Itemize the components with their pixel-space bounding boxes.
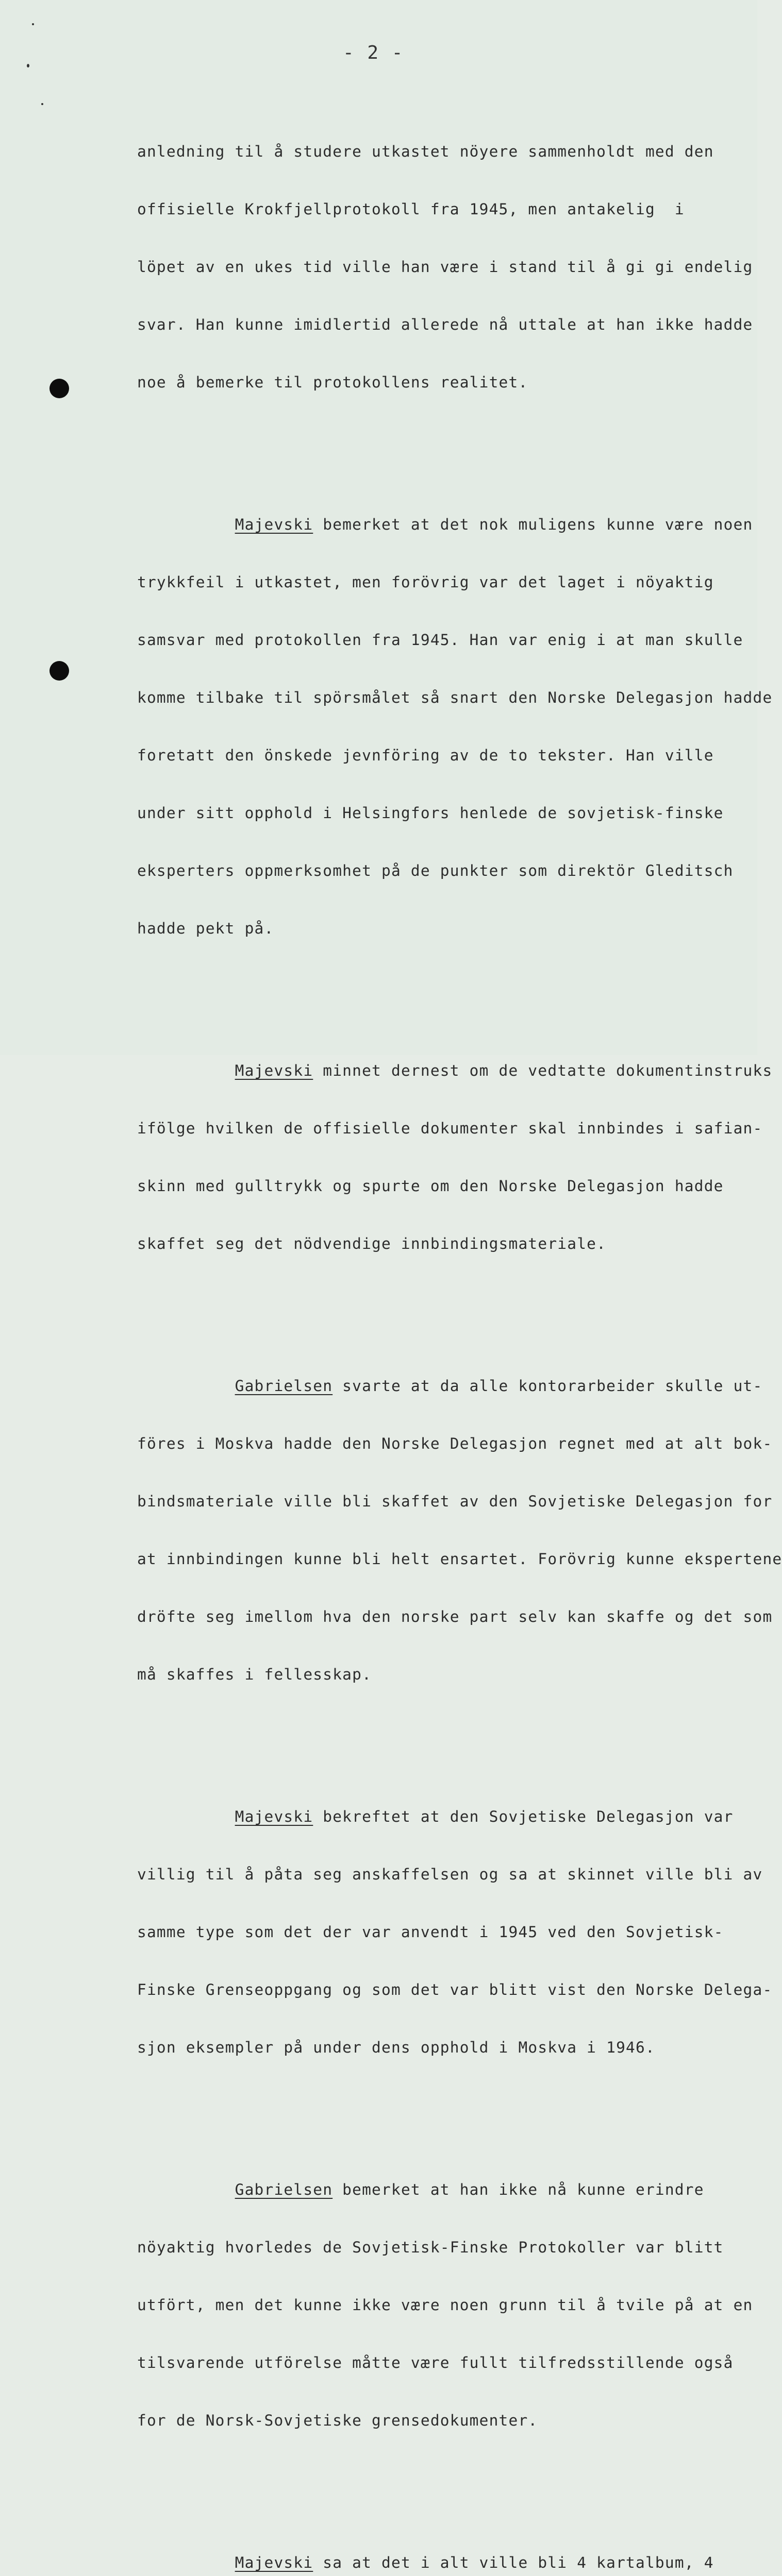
text-line: dröfte seg imellom hva den norske part selv kan skaffe og det som — [137, 1608, 773, 1625]
text-line: anledning til å studere utkastet nöyere sammenholdt med den — [137, 143, 714, 160]
text-line: sjon eksempler på under dens opphold i Moskva i 1946. — [137, 2039, 655, 2056]
text-line: utfört, men det kunne ikke være noen grunn til å tvile på at en — [137, 2296, 753, 2314]
text-line: villig til å påta seg anskaffelsen og sa at skinnet ville bli av — [137, 1866, 763, 1883]
text-line: at innbindingen kunne bli helt ensartet. Forövrig kunne ekspertene — [137, 1550, 782, 1568]
speaker-name: Majevski — [235, 2554, 313, 2571]
text-line: nöyaktig hvorledes de Sovjetisk-Finske Protokoller var blitt — [137, 2239, 724, 2256]
text-line: Finske Grenseoppgang og som det var blitt vist den Norske Delega- — [137, 1981, 773, 1998]
text-line: må skaffes i fellesskap. — [137, 1666, 372, 1683]
text-line: noe å bemerke til protokollens realitet. — [137, 374, 528, 391]
paragraph-first-line — [137, 2178, 720, 2201]
paragraph-first-line — [137, 513, 753, 536]
text-line: föres i Moskva hadde den Norske Delegasjon regnet med at alt bok- — [137, 1435, 773, 1452]
text-line: bemerket at det nok muligens kunne være noen — [313, 516, 753, 533]
text-line: samsvar med protokollen fra 1945. Han var enig i at man skulle — [137, 631, 743, 649]
text-line: minnet dernest om de vedtatte dokumentinstruks — [313, 1062, 773, 1079]
text-line: samme type som det der var anvendt i 1945 ved den Sovjetisk- — [137, 1923, 724, 1941]
page-number: - 2 - — [343, 42, 404, 63]
text-line: for de Norsk-Sovjetiske grensedokumenter. — [137, 2412, 538, 2429]
speaker-name: Majevski — [235, 1062, 313, 1079]
text-line: bindsmateriale ville bli skaffet av den Sovjetiske Delegasjon for — [137, 1493, 773, 1510]
text-line: under sitt opphold i Helsingfors henlede de sovjetisk-finske — [137, 804, 724, 822]
text-line: svar. Han kunne imidlertid allerede nå uttale at han ikke hadde — [137, 316, 753, 333]
speaker-name: Gabrielsen — [235, 2181, 333, 2198]
speaker-name: Majevski — [235, 1808, 313, 1825]
document-body — [137, 88, 782, 2576]
paper-speck — [32, 23, 34, 25]
text-line: bekreftet at den Sovjetiske Delegasjon var — [313, 1808, 734, 1825]
text-line: hadde pekt på. — [137, 920, 274, 937]
text-line: löpet av en ukes tid ville han være i stand til å gi gi endelig — [137, 258, 753, 276]
paragraph-first-line — [137, 2551, 720, 2574]
text-line: komme tilbake til spörsmålet så snart den Norske Delegasjon hadde — [137, 689, 773, 706]
paper-speck — [27, 64, 29, 67]
text-line: eksperters oppmerksomhet på de punkter som direktör Gleditsch — [137, 862, 734, 879]
text-line: skaffet seg det nödvendige innbindingsmateriale. — [137, 1235, 607, 1252]
paragraph-first-line — [137, 1059, 773, 1082]
punch-hole — [49, 661, 69, 681]
paragraph-first-line — [137, 1805, 734, 1828]
text-line: svarte at da alle kontorarbeider skulle ut- — [332, 1377, 763, 1395]
paper-speck — [41, 103, 43, 105]
text-line: offisielle Krokfjellprotokoll fra 1945, men antakelig i — [137, 200, 685, 218]
text-line: sa at det i alt ville bli 4 kartalbum, 4 — [313, 2554, 714, 2571]
text-line: trykkfeil i utkastet, men forövrig var det laget i nöyaktig — [137, 573, 714, 591]
text-line: ifölge hvilken de offisielle dokumenter skal innbindes i safian- — [137, 1120, 763, 1137]
paragraph-first-line — [137, 1375, 763, 1397]
speaker-name: Gabrielsen — [235, 1377, 333, 1395]
punch-hole — [49, 379, 69, 398]
speaker-name: Majevski — [235, 516, 313, 533]
text-line: tilsvarende utförelse måtte være fullt tilfredsstillende også — [137, 2354, 734, 2371]
text-line: skinn med gulltrykk og spurte om den Norske Delegasjon hadde — [137, 1177, 724, 1195]
text-line: bemerket at han ikke nå kunne erindre — [332, 2181, 704, 2198]
text-line: foretatt den önskede jevnföring av de to tekster. Han ville — [137, 747, 714, 764]
